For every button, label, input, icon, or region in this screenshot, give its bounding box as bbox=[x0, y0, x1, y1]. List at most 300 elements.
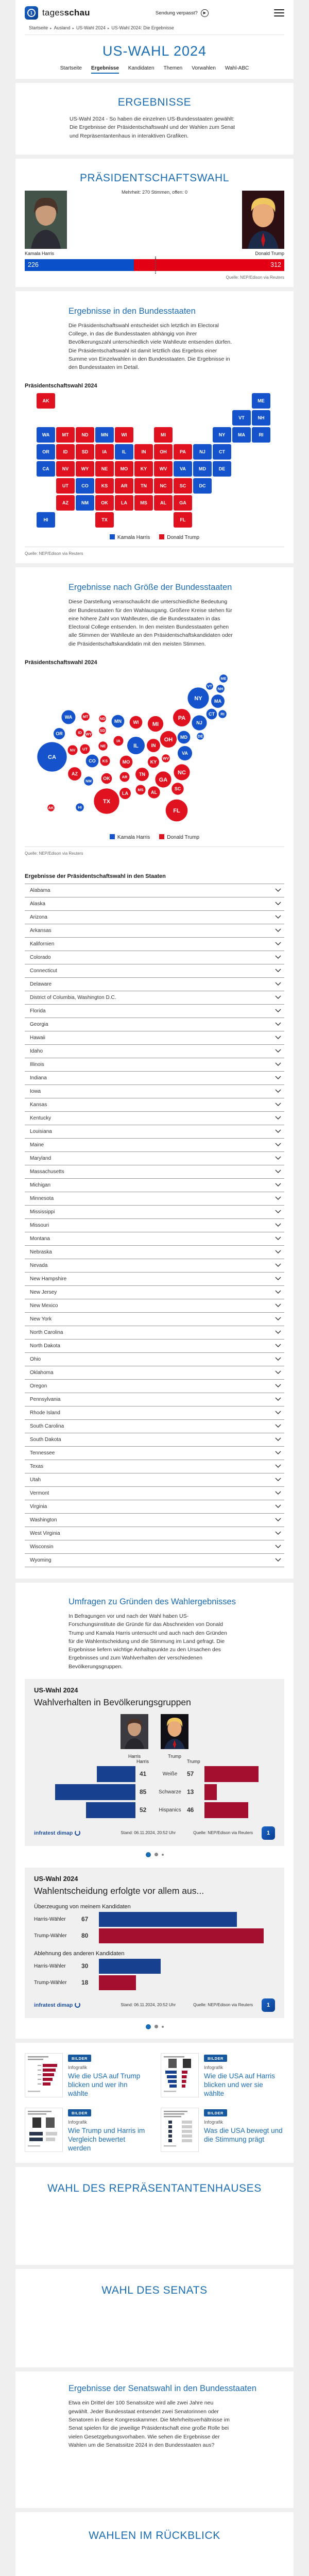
state-accordion-row[interactable]: District of Columbia, Washington D.C. bbox=[25, 991, 284, 1004]
map-state-KY[interactable]: KY bbox=[134, 461, 153, 477]
state-accordion-row[interactable]: North Carolina bbox=[25, 1326, 284, 1339]
chevron-down-icon bbox=[275, 1022, 281, 1026]
sendung-verpasst-link[interactable]: Sendung verpasst? ▶ bbox=[90, 9, 274, 17]
map-state-ME[interactable]: ME bbox=[252, 393, 270, 409]
dot-1[interactable] bbox=[146, 2024, 151, 2029]
bubble-state-OK[interactable] bbox=[101, 773, 112, 784]
map-state-HI[interactable]: HI bbox=[37, 512, 55, 528]
tagesschau-logo[interactable] bbox=[25, 6, 38, 20]
state-accordion-row[interactable]: New Jersey bbox=[25, 1285, 284, 1299]
bubble-state-LA[interactable] bbox=[119, 788, 131, 799]
svg-text:CT: CT bbox=[209, 711, 215, 717]
bubble-state-MI[interactable] bbox=[148, 716, 163, 732]
state-accordion-row[interactable]: Ohio bbox=[25, 1352, 284, 1366]
svg-text:MD: MD bbox=[180, 735, 187, 740]
page-title: US-WAHL 2024 bbox=[102, 43, 207, 59]
teaser-card-2[interactable] bbox=[161, 2053, 284, 2098]
dot-3[interactable] bbox=[162, 2026, 164, 2028]
chevron-down-icon bbox=[275, 902, 281, 906]
ergebnisse-text: US-Wahl 2024 - So haben die einzelnen US-Bundesstaaten gewählt: Die Ergebnisse der Präsidentschaftswahl und der Wahlen zum Senat und Repräsentantenhaus in interaktiven Grafiken. bbox=[70, 116, 235, 139]
map-state-WI[interactable]: WI bbox=[115, 427, 133, 443]
state-accordion-row[interactable]: Connecticut bbox=[25, 964, 284, 977]
chart-source: Quelle: NEP/Edison via Reuters bbox=[193, 1831, 253, 1836]
bubble-state-NY[interactable] bbox=[187, 687, 209, 708]
state-accordion-row[interactable]: North Dakota bbox=[25, 1339, 284, 1352]
tab-ergebnisse[interactable]: Ergebnisse bbox=[91, 65, 119, 74]
breadcrumb: Startseite ▸ Ausland ▸ US-Wahl 2024 ▸ US-Wahl 2024: Die Ergebnisse bbox=[25, 22, 284, 35]
teaser-thumbnail bbox=[25, 2053, 63, 2097]
map-state-KS[interactable]: KS bbox=[95, 478, 114, 494]
state-accordion-row[interactable]: Georgia bbox=[25, 1018, 284, 1031]
svg-text:CA: CA bbox=[48, 754, 56, 760]
bubble-state-RI[interactable] bbox=[218, 710, 227, 718]
reasons-row: Harris-Wähler 67 bbox=[34, 1912, 275, 1927]
chevron-down-icon bbox=[275, 1143, 281, 1147]
bubble-state-NH[interactable] bbox=[216, 685, 225, 693]
chevron-down-icon bbox=[275, 1464, 281, 1468]
bubble-state-MA[interactable] bbox=[211, 694, 225, 708]
chevron-down-icon bbox=[275, 1437, 281, 1442]
bubble-state-TX[interactable] bbox=[94, 788, 119, 814]
chevron-down-icon bbox=[275, 1049, 281, 1053]
bubble-state-OR[interactable] bbox=[54, 728, 65, 739]
chevron-down-icon bbox=[275, 1478, 281, 1482]
state-accordion-row[interactable]: Iowa bbox=[25, 1084, 284, 1098]
state-accordion-row[interactable]: Illinois bbox=[25, 1058, 284, 1071]
teaser-title[interactable]: Wie die USA auf Trump blicken und wer ihn wählte bbox=[68, 2072, 141, 2098]
source-note: Quelle: NEP/Edison via Reuters bbox=[226, 275, 284, 280]
carousel-dots bbox=[15, 1846, 294, 1859]
chevron-down-icon bbox=[275, 1290, 281, 1294]
map-state-WV[interactable]: WV bbox=[154, 461, 173, 477]
map-state-MA[interactable]: MA bbox=[232, 427, 251, 443]
map-state-UT[interactable]: UT bbox=[56, 478, 75, 494]
source-note: Quelle: NEP/Edison via Reuters bbox=[25, 551, 83, 556]
bubble-state-NV[interactable] bbox=[67, 745, 77, 755]
chevron-down-icon bbox=[275, 1397, 281, 1401]
carousel-dots bbox=[15, 2018, 294, 2031]
ergebnisse-section bbox=[15, 83, 294, 155]
map-state-MI[interactable]: MI bbox=[154, 427, 173, 443]
bubble-state-PA[interactable] bbox=[173, 709, 191, 726]
state-accordion-row[interactable]: South Carolina bbox=[25, 1419, 284, 1433]
map-state-PA[interactable]: PA bbox=[174, 444, 192, 460]
tab-startseite[interactable]: Startseite bbox=[60, 65, 82, 71]
rueckblick-section bbox=[15, 2512, 294, 2576]
ergebnisse-heading: ERGEBNISSE bbox=[117, 96, 192, 108]
praesidentschaftswahl-section bbox=[15, 159, 294, 287]
tab-kandidaten[interactable]: Kandidaten bbox=[128, 65, 154, 71]
map-state-FL[interactable]: FL bbox=[174, 512, 192, 528]
senat-section bbox=[15, 2269, 294, 2367]
state-accordion-row[interactable]: Minnesota bbox=[25, 1192, 284, 1205]
state-accordion-row[interactable]: Michigan bbox=[25, 1178, 284, 1192]
state-accordion-row[interactable]: Nevada bbox=[25, 1259, 284, 1272]
map-state-NE[interactable]: NE bbox=[95, 461, 114, 477]
map-state-IL[interactable]: IL bbox=[115, 444, 133, 460]
bubble-state-AK[interactable] bbox=[47, 804, 55, 811]
bubble-state-ND[interactable] bbox=[99, 715, 106, 722]
map-state-DE[interactable]: DE bbox=[213, 461, 231, 477]
harris-photo-small bbox=[121, 1714, 148, 1749]
state-accordion-row[interactable]: Montana bbox=[25, 1232, 284, 1245]
bubble-state-AZ[interactable] bbox=[68, 767, 81, 781]
map-state-TX[interactable]: TX bbox=[95, 512, 114, 528]
bubble-state-SC[interactable] bbox=[171, 783, 183, 794]
repraesentantenhaus-section bbox=[15, 2167, 294, 2265]
chevron-down-icon bbox=[275, 1277, 281, 1281]
rueckblick-heading: WAHLEN IM RÜCKBLICK bbox=[89, 2530, 220, 2542]
svg-text:AL: AL bbox=[151, 790, 157, 795]
chevron-down-icon bbox=[275, 1156, 281, 1160]
reasons-row: Trump-Wähler 18 bbox=[34, 1975, 275, 1990]
teaser-title[interactable]: Was die USA bewegt und die Stimmung prägt bbox=[204, 2126, 283, 2143]
map-state-IN[interactable]: IN bbox=[134, 444, 153, 460]
map-state-DC[interactable]: DC bbox=[193, 478, 212, 494]
bubble-state-NJ[interactable] bbox=[192, 715, 207, 730]
breadcrumb-link-2[interactable]: US-Wahl 2024 bbox=[76, 25, 106, 30]
state-accordion-row[interactable]: Arizona bbox=[25, 910, 284, 924]
map-state-TN[interactable]: TN bbox=[134, 478, 153, 494]
bubble-state-KS[interactable] bbox=[100, 756, 110, 766]
map-state-NC[interactable]: NC bbox=[154, 478, 173, 494]
state-accordion-row[interactable]: Hawaii bbox=[25, 1031, 284, 1044]
map-state-OR[interactable]: OR bbox=[37, 444, 55, 460]
svg-text:OR: OR bbox=[56, 731, 63, 737]
bubble-state-MS[interactable] bbox=[135, 785, 145, 794]
map-state-NJ[interactable]: NJ bbox=[193, 444, 212, 460]
tagesschau-logo-icon: 1 bbox=[27, 9, 36, 17]
state-accordion-row[interactable]: Alaska bbox=[25, 897, 284, 910]
state-accordion-row[interactable]: Wisconsin bbox=[25, 1540, 284, 1553]
state-accordion-row[interactable]: Oklahoma bbox=[25, 1366, 284, 1379]
trump-photo-small bbox=[161, 1714, 188, 1749]
breadcrumb-link-0[interactable]: Startseite bbox=[29, 25, 48, 30]
chevron-down-icon bbox=[275, 1103, 281, 1107]
chevron-down-icon bbox=[275, 1263, 281, 1267]
state-accordion-row[interactable]: Missouri bbox=[25, 1218, 284, 1232]
svg-text:NE: NE bbox=[100, 743, 106, 749]
bubble-state-MN[interactable] bbox=[112, 715, 125, 728]
bubble-state-VA[interactable] bbox=[178, 746, 192, 760]
bubble-state-IL[interactable] bbox=[127, 737, 145, 754]
state-map-text: Die Präsidentschaftswahl entscheidet sich letztlich im Electoral College, in das die Bundesstaaten abhängig von ihrer Bevölkerungszahl unterschiedlich viele Wahlleute entsenden dürfen. Die Präsidentschaftswahl ist damit letztlich das Ergebnis einer Summe von Einzelwahlen in den Bundesstaaten. Die Ergebnisse in den Bundesstaaten im Detail. bbox=[68, 322, 232, 371]
electoral-cartogram bbox=[15, 670, 294, 827]
bubble-state-WA[interactable] bbox=[61, 710, 75, 724]
chevron-down-icon bbox=[275, 1370, 281, 1375]
chevron-down-icon bbox=[275, 1062, 281, 1066]
state-accordion-row[interactable]: West Virginia bbox=[25, 1527, 284, 1540]
dot-2[interactable] bbox=[154, 1853, 158, 1856]
state-accordion-row[interactable]: Wyoming bbox=[25, 1553, 284, 1567]
teaser-card-4[interactable] bbox=[161, 2108, 284, 2153]
demographics-bars: Harris Trump 41 Weiße 57 85 Schwarze 13 52 Hispanics 46 bbox=[34, 1759, 275, 1818]
state-accordion-row[interactable]: South Dakota bbox=[25, 1433, 284, 1446]
bubble-state-KY[interactable] bbox=[148, 756, 159, 768]
state-accordion-row[interactable]: Utah bbox=[25, 1473, 284, 1486]
senatswahl-text: Etwa ein Drittel der 100 Senatssitze wird alle zwei Jahre neu gewählt. Jeder Bundesstaat entsendet zwei Senatorinnen oder Senatoren in diese Kongresskammer. Die Mehrheitsverhältnisse im Senat spielen für die jeweilige Präsidentschaft eine große Rolle bei vielen Gesetzgebungsvorhaben. Wie sehen die Ergebnisse der Wahlen um die Senatssitze 2024 in den Bundesstaaten aus? bbox=[68, 2400, 230, 2448]
svg-text:KS: KS bbox=[102, 758, 108, 764]
svg-text:IN: IN bbox=[151, 743, 156, 749]
map-state-NH[interactable]: NH bbox=[252, 410, 270, 426]
svg-text:CO: CO bbox=[89, 758, 96, 764]
map-state-MT[interactable]: MT bbox=[56, 427, 75, 443]
reasons-row: Trump-Wähler 80 bbox=[34, 1928, 275, 1943]
svg-text:MI: MI bbox=[152, 721, 159, 727]
chevron-down-icon bbox=[275, 1545, 281, 1549]
teaser-card-1[interactable] bbox=[25, 2053, 148, 2098]
bubble-state-NE[interactable] bbox=[98, 741, 107, 750]
demographics-chart-card bbox=[25, 1679, 284, 1846]
state-accordion-row[interactable]: Tennessee bbox=[25, 1446, 284, 1460]
ard-logo-icon: 1 bbox=[262, 1826, 275, 1840]
state-accordion-row[interactable]: Massachusetts bbox=[25, 1165, 284, 1178]
map-state-IA[interactable]: IA bbox=[95, 444, 114, 460]
state-accordion-row[interactable]: Mississippi bbox=[25, 1205, 284, 1218]
svg-text:NM: NM bbox=[85, 778, 92, 784]
chevron-down-icon bbox=[275, 1129, 281, 1133]
state-accordion-row[interactable]: Pennsylvania bbox=[25, 1393, 284, 1406]
chevron-down-icon bbox=[275, 982, 281, 986]
chevron-down-icon bbox=[275, 1089, 281, 1093]
map-state-AR[interactable]: AR bbox=[115, 478, 133, 494]
map-state-CT[interactable]: CT bbox=[213, 444, 231, 460]
svg-text:GA: GA bbox=[159, 776, 168, 783]
bubble-state-AR[interactable] bbox=[119, 772, 129, 782]
bubble-state-DE[interactable] bbox=[197, 733, 204, 740]
state-accordion-row[interactable]: Arkansas bbox=[25, 924, 284, 937]
svg-text:WY: WY bbox=[85, 732, 92, 737]
state-accordion-row[interactable]: Virginia bbox=[25, 1500, 284, 1513]
bubble-state-MO[interactable] bbox=[120, 756, 133, 769]
map-state-OK[interactable]: OK bbox=[95, 495, 114, 511]
state-accordion-row[interactable]: New Hampshire bbox=[25, 1272, 284, 1285]
state-accordion-row[interactable]: Maryland bbox=[25, 1151, 284, 1165]
chevron-down-icon bbox=[275, 1009, 281, 1013]
state-accordion-row[interactable]: New York bbox=[25, 1312, 284, 1326]
chevron-down-icon bbox=[275, 1036, 281, 1040]
bubble-state-WV[interactable] bbox=[162, 754, 170, 762]
map-state-AZ[interactable]: AZ bbox=[56, 495, 75, 511]
map-state-MD[interactable]: MD bbox=[193, 461, 212, 477]
state-accordion-row[interactable]: Alabama bbox=[25, 884, 284, 897]
source-note: Quelle: NEP/Edison via Reuters bbox=[25, 851, 83, 856]
state-accordion-row[interactable]: Kentucky bbox=[25, 1111, 284, 1125]
breadcrumb-link-3[interactable]: US-Wahl 2024: Die Ergebnisse bbox=[111, 25, 174, 30]
map-state-SC[interactable]: SC bbox=[174, 478, 192, 494]
state-accordion-row[interactable]: Louisiana bbox=[25, 1125, 284, 1138]
chevron-down-icon bbox=[275, 1518, 281, 1522]
state-accordion-row[interactable]: Maine bbox=[25, 1138, 284, 1151]
senat-heading: WAHL DES SENATS bbox=[101, 2284, 208, 2297]
chevron-down-icon bbox=[275, 1317, 281, 1321]
map-state-ND[interactable]: ND bbox=[76, 427, 94, 443]
state-accordion-row[interactable]: Delaware bbox=[25, 977, 284, 991]
cartogram-text: Diese Darstellung veranschaulicht die unterschiedliche Bedeutung der Bundesstaaten für den Wahlausgang. Größere Kreise stehen für eine höhere Zahl von Wahlleuten, die die Bundesstaaten in das Electoral College entsenden. In den meisten Bundesstaaten gehen alle Stimmen der Wahlleute an den Präsidentschaftskandidaten oder die Präsidentschaftskandidatin mit den meisten Stimmen. bbox=[68, 599, 233, 647]
bubble-state-CT[interactable] bbox=[207, 709, 217, 720]
bubble-state-NM[interactable] bbox=[84, 776, 93, 785]
chart-kicker: US-Wahl 2024 bbox=[34, 1686, 78, 1694]
bubble-state-CA[interactable] bbox=[37, 742, 66, 771]
map-state-ID[interactable]: ID bbox=[56, 444, 75, 460]
state-accordion-row[interactable]: Indiana bbox=[25, 1071, 284, 1084]
map-state-MS[interactable]: MS bbox=[134, 495, 153, 511]
map-state-WY[interactable]: WY bbox=[76, 461, 94, 477]
bubble-state-HI[interactable] bbox=[76, 803, 84, 811]
map-state-SD[interactable]: SD bbox=[76, 444, 94, 460]
state-accordion-row[interactable]: Kalifornien bbox=[25, 937, 284, 951]
svg-text:OH: OH bbox=[164, 736, 173, 743]
umfragen-text: In Befragungen vor und nach der Wahl haben US-Forschungsinstitute die Gründe für das Abschneiden von Donald Trump und Kamala Harris untersucht und auch nach den Gründen für die Wahlentscheidung und die Stimmung im Land gefragt. Die Ergebnisse liefern wichtige Anhaltspunkte zu den Ursachen des Ergebnisses und zum Wahlverhalten der verschiedenen Bevölkerungsgruppen. bbox=[68, 1613, 227, 1670]
bilder-badge: BILDER bbox=[68, 2109, 91, 2116]
svg-text:SD: SD bbox=[99, 728, 106, 733]
chevron-down-icon bbox=[275, 888, 281, 892]
svg-text:SC: SC bbox=[174, 786, 181, 792]
teaser-card-3[interactable] bbox=[25, 2108, 148, 2153]
state-map-section bbox=[15, 291, 294, 564]
demographics-row-Schwarze: 85 Schwarze 13 bbox=[34, 1784, 275, 1800]
bubble-state-ME[interactable] bbox=[219, 674, 228, 683]
state-accordion-row[interactable]: Vermont bbox=[25, 1486, 284, 1500]
tab-themen[interactable]: Themen bbox=[163, 65, 183, 71]
trump-photo bbox=[242, 191, 284, 249]
chevron-down-icon bbox=[275, 1330, 281, 1334]
bubble-state-MD[interactable] bbox=[178, 731, 191, 744]
svg-text:MT: MT bbox=[82, 714, 89, 719]
dot-2[interactable] bbox=[154, 2025, 158, 2028]
state-accordion-row[interactable]: Colorado bbox=[25, 951, 284, 964]
bubble-state-VT[interactable] bbox=[206, 683, 213, 690]
teaser-thumbnail bbox=[161, 2108, 199, 2152]
bubble-state-WI[interactable] bbox=[130, 716, 143, 729]
map-state-CA[interactable]: CA bbox=[37, 461, 55, 477]
chevron-down-icon bbox=[275, 1344, 281, 1348]
senatswahl-heading: Ergebnisse der Senatswahl in den Bundesstaaten bbox=[68, 2384, 257, 2394]
svg-text:ME: ME bbox=[220, 676, 227, 681]
map-state-RI[interactable]: RI bbox=[252, 427, 270, 443]
harris-name: Kamala Harris bbox=[25, 250, 55, 256]
chart-stand: Stand: 06.11.2024, 20:52 Uhr bbox=[121, 2003, 176, 2008]
svg-text:OK: OK bbox=[103, 776, 110, 782]
trump-name: Donald Trump bbox=[255, 250, 284, 256]
infratest-dimap-logo: infratest dimap bbox=[34, 1830, 80, 1836]
bubble-state-ID[interactable] bbox=[76, 728, 84, 737]
chevron-down-icon bbox=[275, 995, 281, 999]
bubble-state-CO[interactable] bbox=[86, 755, 99, 768]
trump-label: Trump bbox=[168, 1753, 181, 1759]
teaser-title[interactable]: Wie die USA auf Harris blicken und wer sie wählte bbox=[204, 2072, 276, 2098]
umfragen-section bbox=[15, 1583, 294, 2039]
chevron-down-icon bbox=[275, 1236, 281, 1241]
map-state-GA[interactable]: GA bbox=[174, 495, 192, 511]
teaser-section bbox=[15, 2043, 294, 2163]
hamburger-menu-icon[interactable] bbox=[274, 9, 284, 17]
svg-text:PA: PA bbox=[178, 715, 186, 721]
tab-wahl-abc[interactable]: Wahl-ABC bbox=[225, 65, 249, 71]
state-accordion-row[interactable]: Florida bbox=[25, 1004, 284, 1018]
svg-text:VA: VA bbox=[182, 751, 188, 756]
tab-vorwahlen[interactable]: Vorwahlen bbox=[192, 65, 216, 71]
bubble-state-WY[interactable] bbox=[85, 731, 92, 738]
map-state-MO[interactable]: MO bbox=[115, 461, 133, 477]
chevron-down-icon bbox=[275, 1210, 281, 1214]
state-accordion-row[interactable]: Texas bbox=[25, 1460, 284, 1473]
svg-text:IL: IL bbox=[133, 742, 139, 749]
svg-text:NC: NC bbox=[178, 769, 186, 776]
svg-text:LA: LA bbox=[122, 791, 128, 796]
dot-3[interactable] bbox=[162, 1854, 164, 1856]
bubble-state-SD[interactable] bbox=[99, 727, 106, 734]
bubble-state-IA[interactable] bbox=[113, 736, 123, 745]
map-state-NV[interactable]: NV bbox=[56, 461, 75, 477]
bubble-state-AL[interactable] bbox=[148, 786, 160, 798]
brand-wordmark[interactable]: tagesschau bbox=[42, 8, 90, 18]
chevron-down-icon bbox=[275, 1411, 281, 1415]
map-state-AL[interactable]: AL bbox=[154, 495, 173, 511]
site-header bbox=[15, 0, 294, 79]
map-state-NM[interactable]: NM bbox=[76, 495, 94, 511]
svg-text:DE: DE bbox=[197, 734, 203, 739]
map-legend: Kamala Harris Donald Trump bbox=[15, 530, 294, 541]
map-state-CO[interactable]: CO bbox=[76, 478, 94, 494]
chevron-down-icon bbox=[275, 1384, 281, 1388]
map-state-VA[interactable]: VA bbox=[174, 461, 192, 477]
state-accordion-row[interactable]: Washington bbox=[25, 1513, 284, 1527]
bubble-state-NC[interactable] bbox=[174, 764, 190, 780]
play-icon[interactable]: ▶ bbox=[201, 9, 209, 17]
bubble-state-MT[interactable] bbox=[81, 713, 90, 721]
bubble-state-TN[interactable] bbox=[135, 768, 149, 781]
breadcrumb-link-1[interactable]: Ausland bbox=[54, 25, 71, 30]
bubble-state-UT[interactable] bbox=[80, 744, 90, 754]
bubble-state-OH[interactable] bbox=[160, 731, 177, 748]
svg-text:MS: MS bbox=[138, 787, 144, 792]
chevron-down-icon bbox=[275, 942, 281, 946]
bilder-badge: BILDER bbox=[204, 2109, 227, 2116]
map-state-OH[interactable]: OH bbox=[154, 444, 173, 460]
harris-label: Harris bbox=[128, 1753, 141, 1759]
state-accordion-row[interactable]: Idaho bbox=[25, 1044, 284, 1058]
state-accordion-row[interactable]: New Mexico bbox=[25, 1299, 284, 1312]
cartogram-section bbox=[15, 567, 294, 1579]
teaser-title[interactable]: Wie Trump und Harris im Vergleich bewertet werden bbox=[68, 2126, 145, 2153]
chevron-down-icon bbox=[275, 1451, 281, 1455]
chevron-down-icon bbox=[275, 1183, 281, 1187]
bubble-state-IN[interactable] bbox=[147, 739, 160, 752]
chevron-down-icon bbox=[275, 1196, 281, 1200]
svg-text:KY: KY bbox=[150, 759, 157, 765]
bubble-state-GA[interactable] bbox=[155, 771, 171, 787]
map-state-AK[interactable]: AK bbox=[37, 393, 55, 409]
svg-text:NH: NH bbox=[217, 686, 224, 691]
state-accordion-row[interactable]: Oregon bbox=[25, 1379, 284, 1393]
harris-photo bbox=[25, 191, 67, 249]
map-state-NY[interactable]: NY bbox=[213, 427, 231, 443]
bubble-state-FL[interactable] bbox=[166, 800, 188, 822]
map-state-LA[interactable]: LA bbox=[115, 495, 133, 511]
state-accordion-row[interactable]: Nebraska bbox=[25, 1245, 284, 1259]
bilder-badge: BILDER bbox=[68, 2055, 91, 2062]
state-accordion-row[interactable]: Rhode Island bbox=[25, 1406, 284, 1419]
map-state-VT[interactable]: VT bbox=[232, 410, 251, 426]
dot-1[interactable] bbox=[146, 1852, 151, 1857]
map-state-MN[interactable]: MN bbox=[95, 427, 114, 443]
state-accordion-row[interactable]: Kansas bbox=[25, 1098, 284, 1111]
map-state-WA[interactable]: WA bbox=[37, 427, 55, 443]
chevron-down-icon bbox=[275, 1303, 281, 1308]
chevron-down-icon bbox=[275, 1491, 281, 1495]
repraesentantenhaus-heading: WAHL DES REPRÄSENTANTENHAUSES bbox=[47, 2182, 262, 2195]
